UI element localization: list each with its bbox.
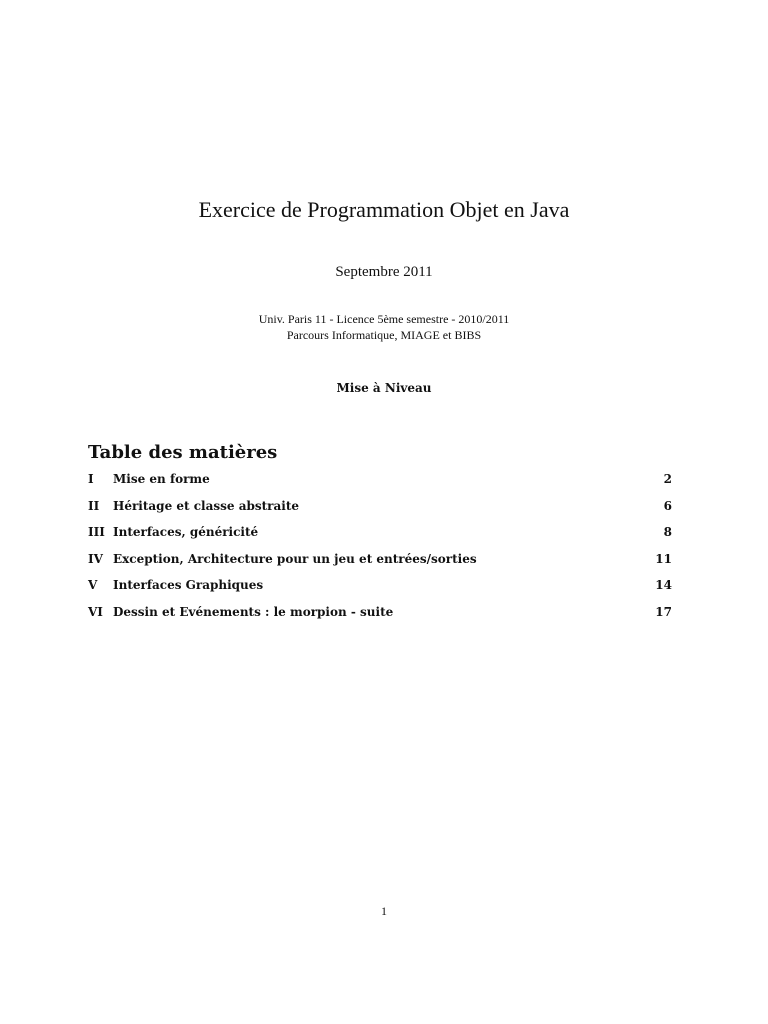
toc-entry-number: III <box>88 525 105 540</box>
table-of-contents <box>88 472 672 632</box>
toc-entry-number: V <box>88 578 98 593</box>
toc-entry-number: II <box>88 498 100 513</box>
toc-entry-page: 17 <box>655 604 672 619</box>
toc-entry[interactable] <box>88 552 672 579</box>
page-number: 1 <box>381 904 387 918</box>
toc-entry[interactable] <box>88 605 672 632</box>
toc-entry-title: Héritage et classe abstraite <box>113 498 299 513</box>
toc-heading: Table des matières <box>88 442 278 463</box>
toc-entry[interactable] <box>88 499 672 526</box>
toc-entry-page: 14 <box>655 578 672 593</box>
affiliation-line: Univ. Paris 11 - Licence 5ème semestre - 2010/2011 <box>258 312 510 326</box>
toc-entry-title: Mise en forme <box>113 472 210 486</box>
toc-entry-page: 2 <box>663 472 672 486</box>
toc-entry-title: Dessin et Evénements : le morpion - suite <box>113 604 394 619</box>
toc-entry-number: IV <box>88 551 103 566</box>
toc-entry[interactable] <box>88 525 672 552</box>
document-subject: Mise à Niveau <box>336 381 432 395</box>
affiliation-line: Parcours Informatique, MIAGE et BIBS <box>286 328 482 342</box>
toc-entry-number: I <box>88 472 94 486</box>
toc-entry[interactable] <box>88 578 672 605</box>
toc-entry-page: 11 <box>655 551 672 566</box>
toc-entry-title: Interfaces Graphiques <box>113 578 264 593</box>
toc-entry-title: Interfaces, généricité <box>113 525 259 540</box>
toc-entry[interactable] <box>88 472 672 499</box>
affiliation-block <box>0 311 768 343</box>
toc-entry-title: Exception, Architecture pour un jeu et entrées/sorties <box>113 551 477 566</box>
document-date: Septembre 2011 <box>335 264 433 280</box>
document-title: Exercice de Programmation Objet en Java <box>198 197 570 222</box>
toc-entry-page: 8 <box>663 525 672 540</box>
toc-entry-page: 6 <box>663 498 672 513</box>
toc-entry-number: VI <box>88 604 103 619</box>
